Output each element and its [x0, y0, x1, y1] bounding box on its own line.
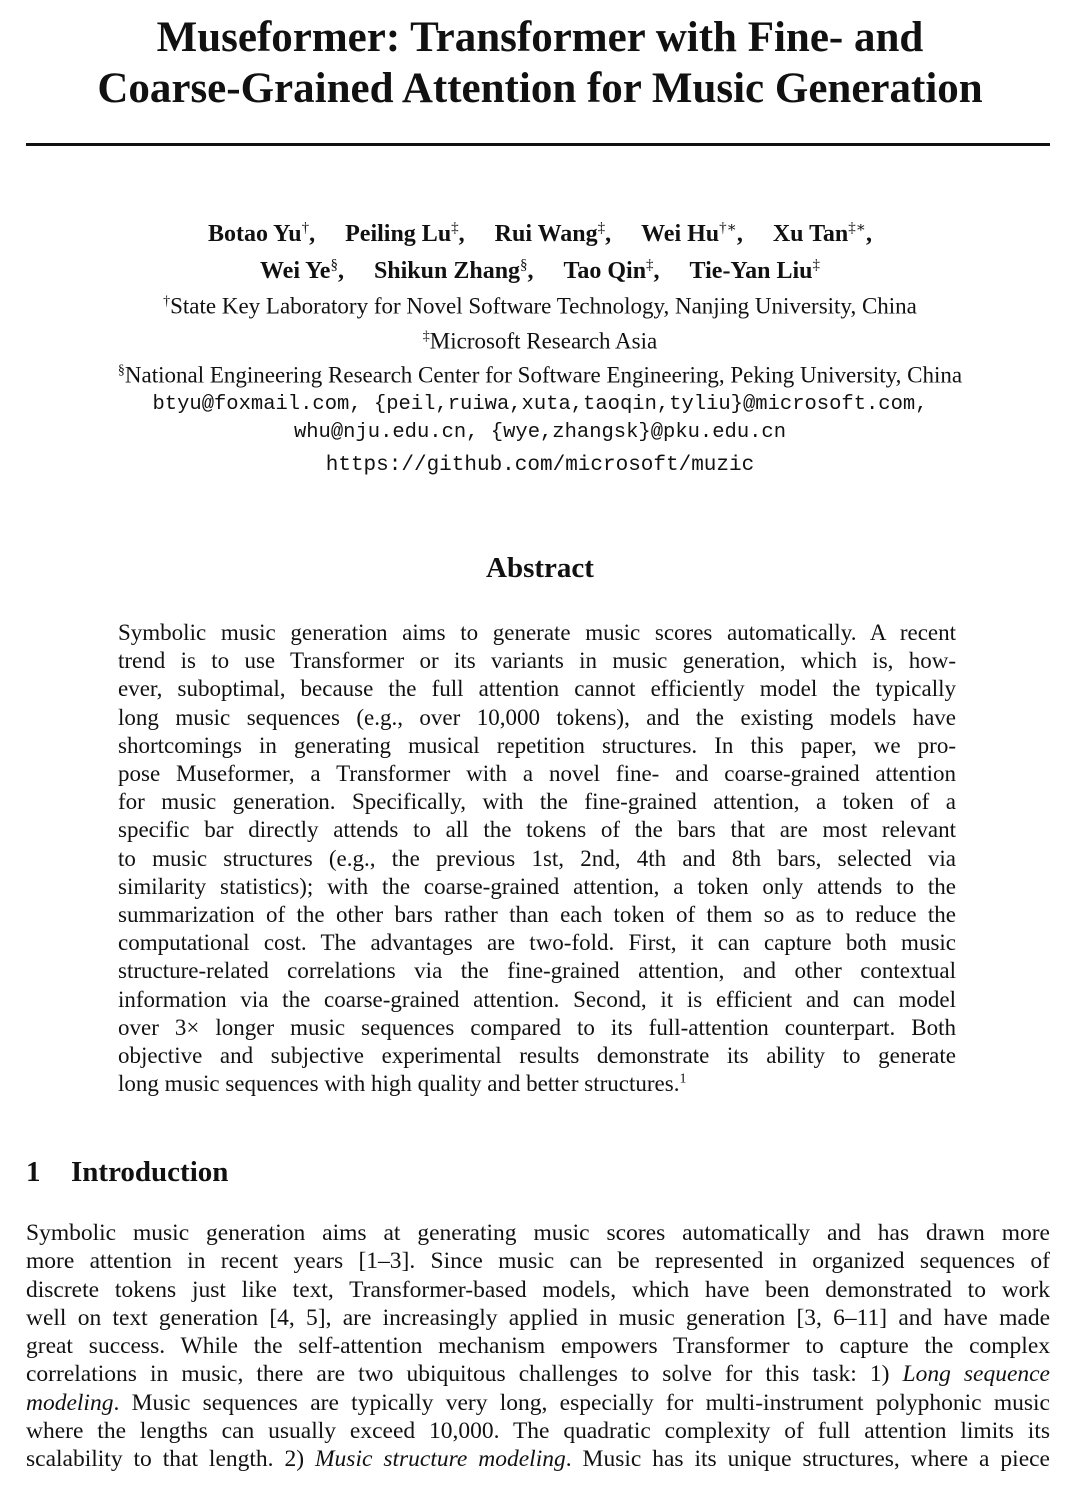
author-name: Shikun Zhang§, [373, 257, 534, 284]
author-name: Peiling Lu‡, [345, 220, 465, 247]
section-number: 1 [26, 1156, 41, 1188]
abstract-line: to music structures (e.g., the previous 1st, 2nd, 4th and 8th bars, selected via [118, 845, 956, 871]
abstract-line: shortcomings in generating musical repetition structures. In this paper, we pro- [118, 732, 956, 758]
intro-line: Symbolic music generation aims at generating music scores automatically and has drawn more [26, 1220, 1050, 1246]
abstract-line: long music sequences with high quality and better structures.$^1$ [118, 1071, 687, 1097]
intro-line: great success. While the self-attention mechanism empowers Transformer to capture the complex [26, 1333, 1050, 1360]
author-block [0, 213, 1080, 447]
abstract-line: pose Museformer, a Transformer with a novel fine- and coarse-grained attention [118, 761, 956, 787]
author-row [0, 250, 1080, 287]
affiliation: ‡Microsoft Research Asia [422, 328, 658, 354]
intro-line: correlations in music, there are two ubiquitous challenges to solve for this task: 1) Long sequence [26, 1361, 1050, 1388]
abstract-line: ever, suboptimal, because the full attention cannot efficiently model the typically [118, 676, 956, 702]
affiliation: §National Engineering Research Center for Software Engineering, Peking University, China [117, 362, 963, 388]
author-name: Rui Wang‡, [494, 220, 612, 247]
author-name: Tao Qin‡, [563, 257, 660, 284]
abstract-line: specific bar directly attends to all the tokens of the bars that are most relevant [118, 817, 956, 843]
repo-link[interactable]: https://github.com/microsoft/muzic [325, 454, 755, 477]
abstract-line: trend is to use Transformer or its variants in music generation, which is, how- [118, 648, 956, 674]
abstract-line: similarity statistics); with the coarse-grained attention, a token only attends to the [118, 873, 956, 899]
abstract-heading: Abstract [486, 552, 594, 584]
intro-line: modeling. Music sequences are typically very long, especially for multi-instrument polyphonic music [26, 1389, 1050, 1416]
abstract-line: long music sequences (e.g., over 10,000 tokens), and the existing models have [118, 704, 956, 730]
abstract-line: computational cost. The advantages are two-fold. First, it can capture both music [118, 930, 956, 956]
author-name: Wei Hu†∗, [641, 220, 743, 247]
abstract-line: objective and subjective experimental results demonstrate its ability to generate [118, 1043, 956, 1069]
abstract-line: information via the coarse-grained attention. Second, it is efficient and can model [118, 986, 956, 1012]
footnote-marker[interactable]: 1 [679, 1071, 687, 1087]
affiliation: †State Key Laboratory for Novel Software Technology, Nanjing University, China [163, 293, 917, 319]
intro-line: more attention in recent years [1–3]. Since music can be represented in organized sequences of [26, 1248, 1050, 1275]
author-name: Botao Yu†, [208, 220, 316, 247]
abstract-line: structure-related correlations via the fine-grained attention, and other contextual [118, 958, 956, 984]
title-line: Coarse-Grained Attention for Music Generation [97, 65, 983, 112]
author-name: Xu Tan‡∗, [772, 220, 872, 247]
section-title: Introduction [71, 1156, 229, 1188]
intro-body [26, 1219, 1050, 1474]
email-line[interactable]: btyu@foxmail.com, {peil,ruiwa,xuta,taoqin,tyliu}@microsoft.com, [152, 392, 928, 416]
abstract-line: summarization of the other bars rather than each token of them so as to reduce the [118, 902, 956, 928]
abstract-line: over 3× longer music sequences compared to its full-attention counterpart. Both [118, 1014, 956, 1040]
intro-line: scalability to that length. 2) Music structure modeling. Music has its unique structures, where a piece [26, 1446, 1050, 1473]
author-name: Tie-Yan Liu‡ [689, 257, 820, 284]
abstract-body [118, 619, 956, 1098]
abstract-line: Symbolic music generation aims to generate music scores automatically. A recent [118, 620, 956, 645]
intro-line: well on text generation [4, 5], are increasingly applied in music generation [3, 6–11] and have made [26, 1304, 1050, 1331]
intro-line: where the lengths can usually exceed 10,000. The quadratic complexity of full attention limits its [26, 1418, 1050, 1445]
paper-title [0, 12, 1080, 114]
intro-line: discrete tokens just like text, Transformer-based models, which have been demonstrated to work [26, 1276, 1050, 1303]
section-heading [26, 1154, 228, 1190]
abstract-line: for music generation. Specifically, with the fine-grained attention, a token of a [118, 789, 956, 815]
title-rule [26, 143, 1050, 146]
title-line: Museformer: Transformer with Fine- and [156, 14, 924, 61]
email-line[interactable]: whu@nju.edu.cn, {wye,zhangsk}@pku.edu.cn [293, 420, 787, 444]
author-name: Wei Ye§, [260, 257, 344, 284]
author-row [0, 213, 1080, 250]
